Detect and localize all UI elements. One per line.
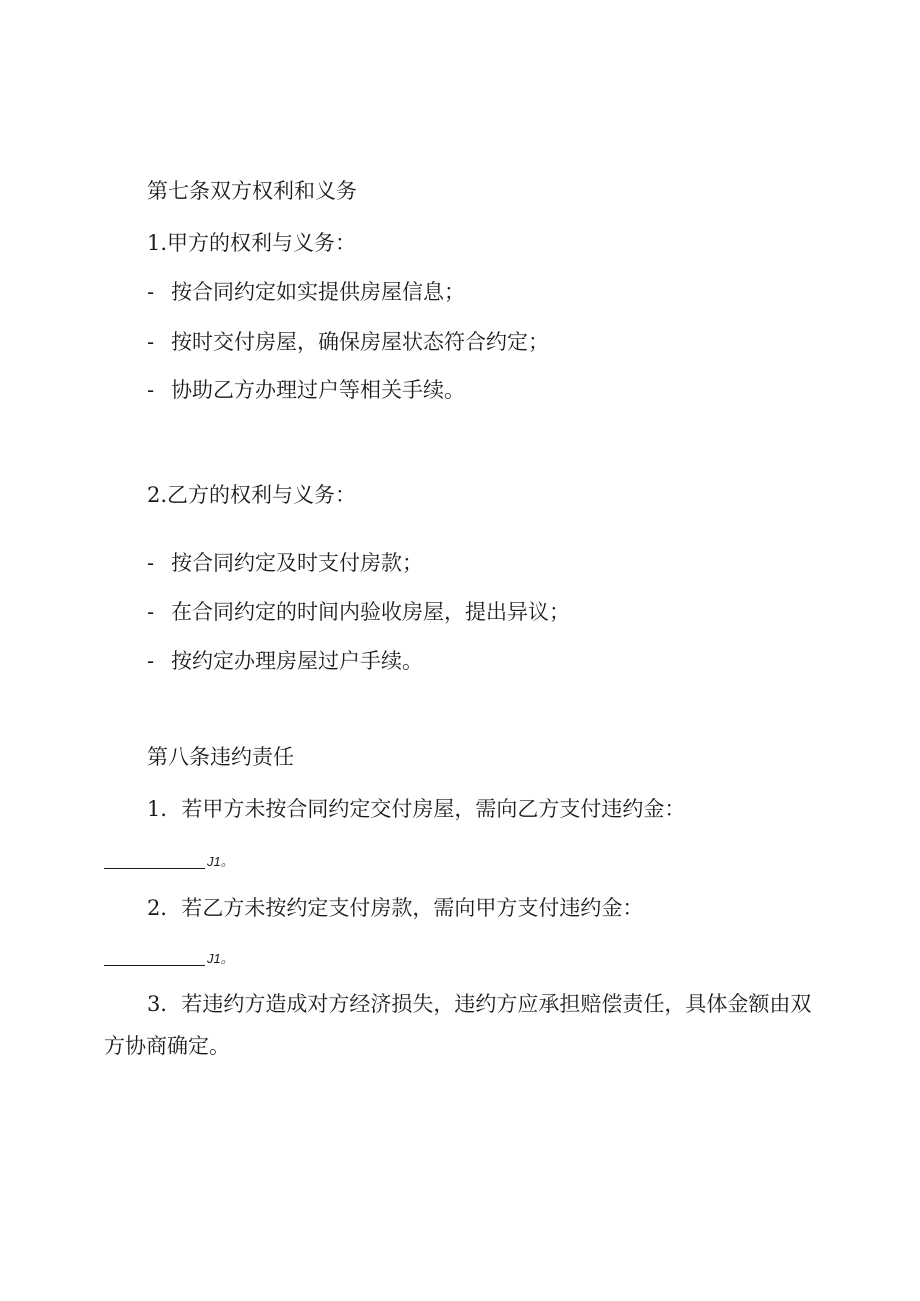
- list-item: [147, 328, 549, 356]
- bullet-dash: -: [147, 649, 155, 673]
- article-8-clause-1: 1．若甲方未按合同约定交付房屋，需向乙方支付违约金：: [147, 797, 686, 821]
- article-8-title: 第八条违约责任: [147, 745, 294, 769]
- blank-underline: [104, 951, 205, 966]
- party-b-item-1: 按合同约定及时支付房款；: [171, 551, 423, 575]
- party-a-item-3: 协助乙方办理过户等相关手续。: [171, 378, 465, 402]
- article-8-clause-2: 2．若乙方未按约定支付房款，需向甲方支付违约金：: [147, 896, 644, 920]
- list-item: [147, 278, 465, 306]
- article-7-title: 第七条双方权利和义务: [147, 179, 357, 203]
- fill-in-blank-1: [104, 851, 234, 873]
- list-item: [147, 598, 570, 626]
- party-a-heading: 1.甲方的权利与义务：: [147, 231, 357, 255]
- blank-suffix: J1。: [207, 854, 234, 869]
- party-a-item-1: 按合同约定如实提供房屋信息；: [171, 280, 465, 304]
- bullet-dash: -: [147, 330, 155, 354]
- party-b-heading: 2.乙方的权利与义务：: [147, 483, 357, 507]
- bullet-dash: -: [147, 280, 155, 304]
- blank-underline: [104, 854, 205, 869]
- bullet-dash: -: [147, 600, 155, 624]
- bullet-dash: -: [147, 551, 155, 575]
- list-item: [147, 376, 465, 404]
- fill-in-blank-2: [104, 948, 234, 970]
- article-8-clause-3: 3．若违约方造成对方经济损失，违约方应承担赔偿责任，具体金额由双方协商确定。: [104, 992, 812, 1058]
- party-a-item-2: 按时交付房屋，确保房屋状态符合约定；: [171, 330, 549, 354]
- party-b-item-2: 在合同约定的时间内验收房屋，提出异议；: [171, 600, 570, 624]
- list-item: [147, 549, 423, 577]
- list-item: [147, 647, 423, 675]
- party-b-item-3: 按约定办理房屋过户手续。: [171, 649, 423, 673]
- blank-suffix: J1。: [207, 951, 234, 966]
- bullet-dash: -: [147, 378, 155, 402]
